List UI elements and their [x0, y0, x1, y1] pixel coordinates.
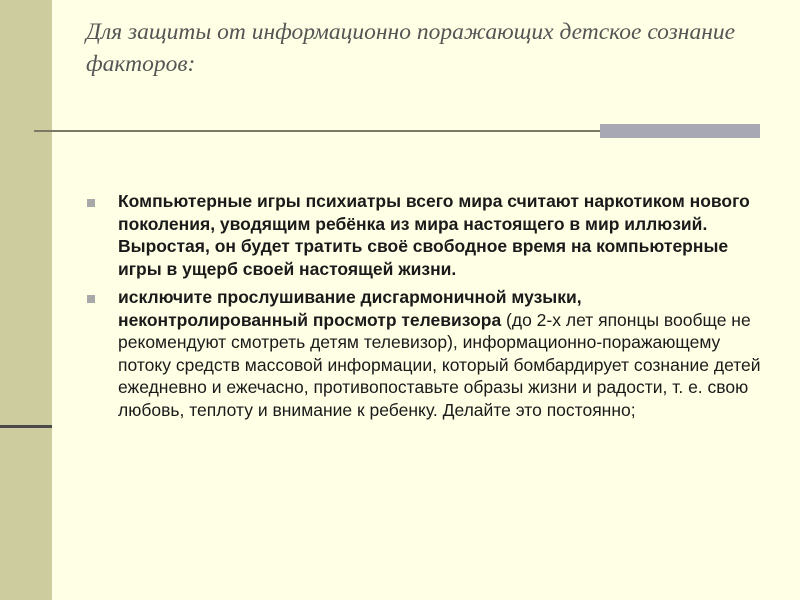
- square-bullet-icon: [87, 199, 95, 207]
- bullet-normal-text: (до 2-х лет японцы вообще не рекомендуют смотреть детям телевизор), информационно-поражающему потоку средств массовой информации, который бомбардирует сознание детей ежедневно и ежечасно, противопоставьте образы жизни и радости, т. е. свою любовь, теплоту и внимание к ребенку. Делайте это постоянно;: [118, 309, 761, 420]
- left-band-divider: [0, 425, 52, 428]
- title-divider-line: [34, 130, 600, 132]
- square-bullet-icon: [87, 295, 95, 303]
- bullet-bold-text: исключите прослушивание дисгармоничной музыки, неконтролированный просмотр телевизора: [118, 287, 582, 330]
- left-decorative-band: [0, 0, 52, 600]
- bullet-item-music-tv: [86, 286, 766, 421]
- slide-title: Для защиты от информационно поражающих детское сознание факторов:: [86, 19, 736, 77]
- bullet-item-computer-games: [86, 190, 766, 280]
- bullet-list: [86, 190, 766, 421]
- title-divider-accent: [600, 124, 760, 138]
- bullet-bold-text: Компьютерные игры психиатры всего мира считают наркотиком нового поколения, уводящим ребёнка из мира настоящего в мир иллюзий. Выростая, он будет тратить своё свободное время на компьютерные игры в ущерб своей настоящей жизни.: [118, 191, 750, 279]
